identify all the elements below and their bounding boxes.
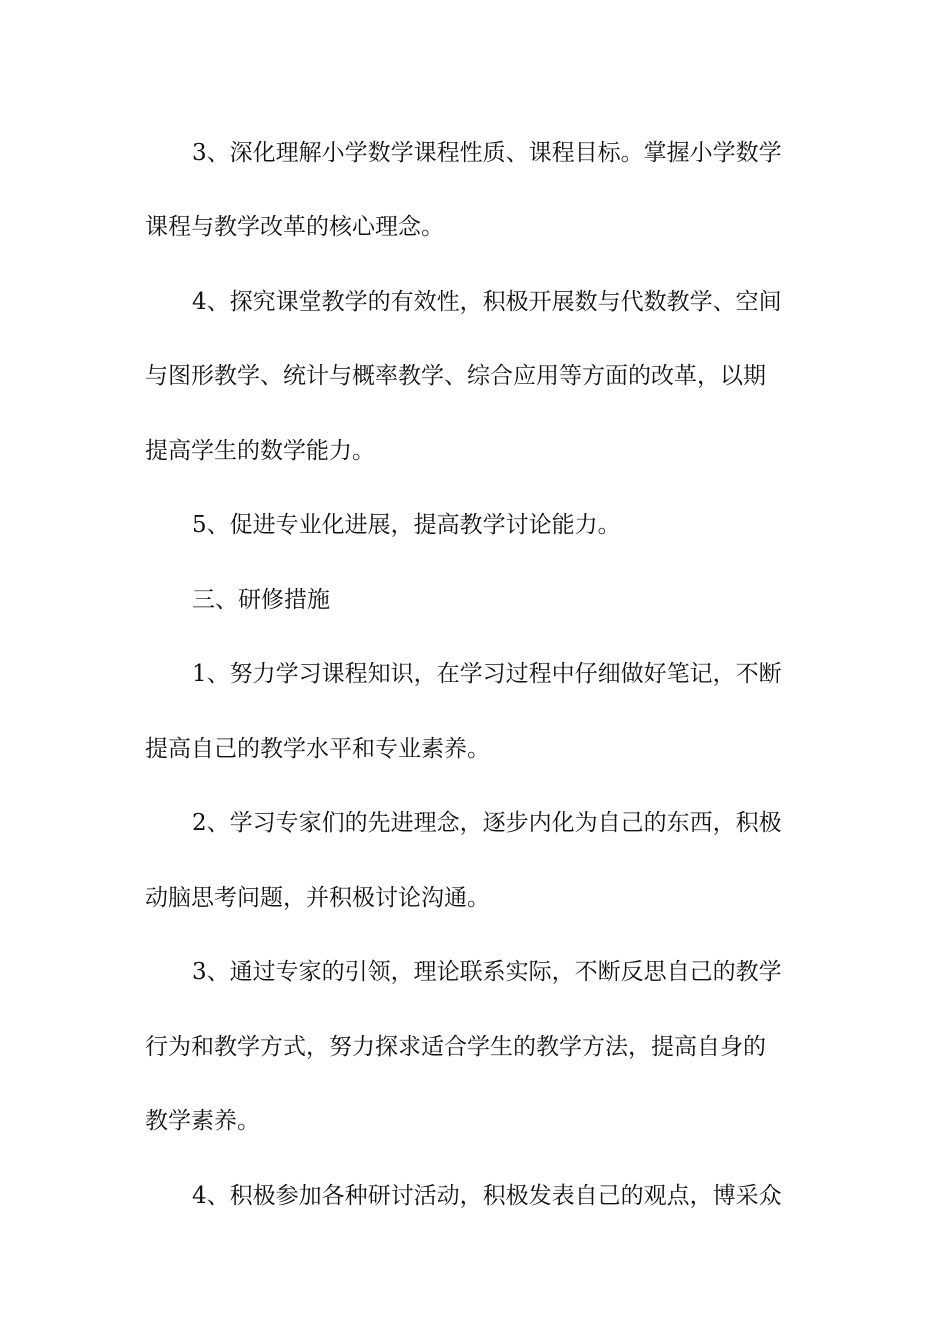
text-line-measure-3-b: 行为和教学方式，努力探求适合学生的教学方法，提高自身的	[145, 1034, 766, 1060]
text-line-measure-1-b: 提高自己的教学水平和专业素养。	[145, 736, 490, 762]
text-line-measure-3-c: 教学素养。	[145, 1108, 260, 1134]
text-line-goal-5: 5、促进专业化进展，提高教学讨论能力。	[192, 512, 621, 538]
text-line-measure-3-a: 3、通过专家的引领，理论联系实际，不断反思自己的教学	[192, 959, 782, 985]
text-line-measure-2-a: 2、学习专家们的先进理念，逐步内化为自己的东西，积极	[192, 810, 782, 836]
text-line-goal-4-c: 提高学生的数学能力。	[145, 438, 375, 464]
text-line-measure-1-a: 1、努力学习课程知识，在学习过程中仔细做好笔记，不断	[192, 661, 782, 687]
text-line-goal-4-a: 4、探究课堂教学的有效性，积极开展数与代数教学、空间	[192, 289, 782, 315]
text-line-measure-4-a: 4、积极参加各种研讨活动，积极发表自己的观点，博采众	[192, 1183, 782, 1209]
section-heading-measures: 三、研修措施	[192, 587, 330, 613]
text-line-goal-3-b: 课程与教学改革的核心理念。	[145, 214, 444, 240]
text-line-measure-2-b: 动脑思考问题，并积极讨论沟通。	[145, 885, 490, 911]
text-line-goal-4-b: 与图形教学、统计与概率教学、综合应用等方面的改革，以期	[145, 363, 766, 389]
text-line-goal-3-a: 3、深化理解小学数学课程性质、课程目标。掌握小学数学	[192, 140, 782, 166]
